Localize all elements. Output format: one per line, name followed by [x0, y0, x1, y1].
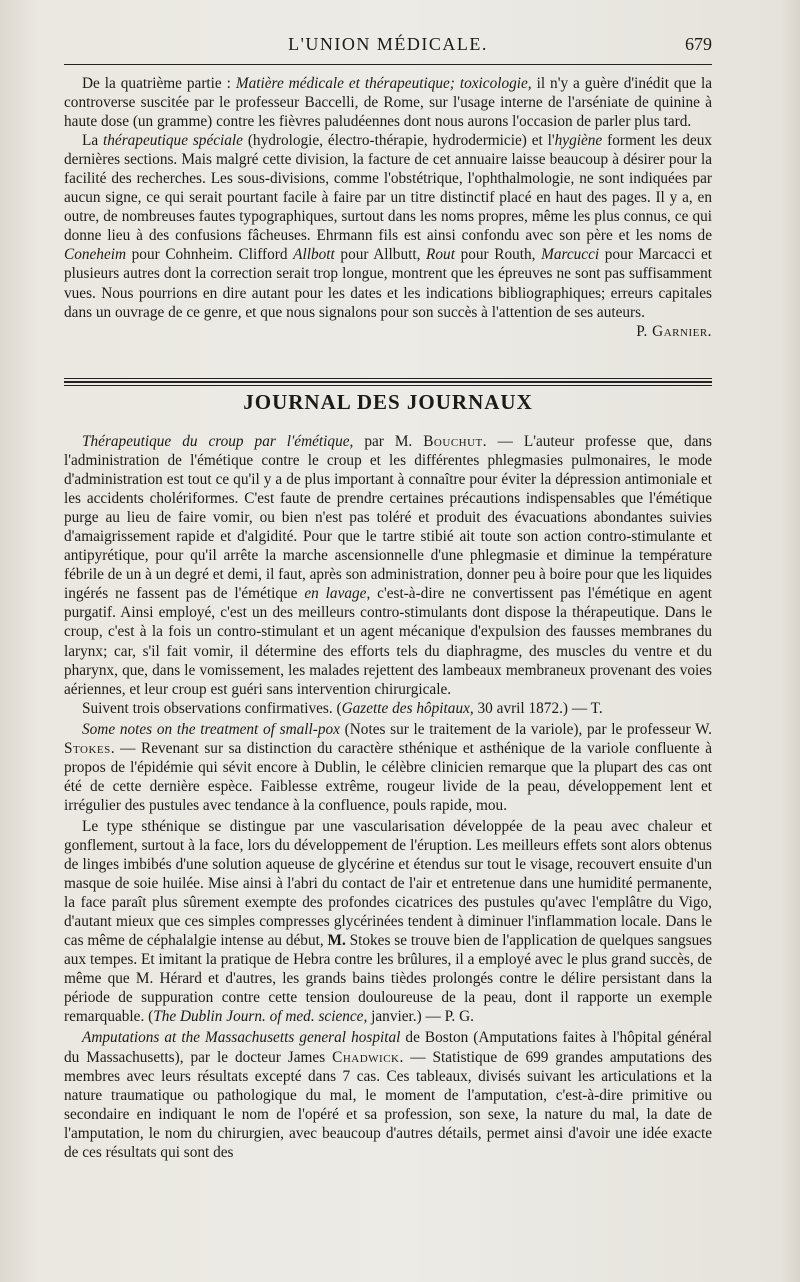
section-rule-thin-top	[64, 378, 712, 379]
article-small-pox: Some notes on the treatment of small-pox (Notes sur le traitement de la variole), par le professeur W. Stokes. — Revenant sur sa distinction du caractère sthénique et asthénique de la variole confluente à propos de l'épidémie qui sévit encore à Dublin, le célèbre clinicien remarque que la plupart des cas ont été de cette dernière espèce. Faiblesse extrême, rougeur livide de la peau, développement lent et irrégulier des pustules avec tendance à la confluence, pouls rapide, mou.	[64, 720, 713, 814]
review-text	[64, 74, 712, 341]
review-paragraph-1: De la quatrième partie : Matière médicale et thérapeutique; toxicologie, il n'y a guère d'inédit que la controverse suscitée par le professeur Baccelli, de Rome, sur l'usage interne de l'arséniate de quinine à haute dose (un gramme) contre les fièvres paludéennes dont nous aurons l'occasion de parler plus tard.	[64, 75, 712, 131]
page-header	[64, 32, 712, 62]
article-amputations: Amputations at the Massachusetts general hospital de Boston (Amputations faites à l'hôpital général du Massachusetts), par le docteur James Chadwick. — Statistique de 699 grandes amputations des membres avec leurs résultats excepté dans 7 cas. Ces tableaux, divisés suivant les articulations et la nature traumatique ou pathologique du mal, le moment de l'amputation, c'est-à-dire primitive ou secondaire en indiquant le nom de l'opéré et sa profession, son sexe, la nature du mal, la date de l'amputation, le nom du chirurgien, avec beaucoup d'autres détails, permet ainsi d'avoir une idée exacte de ces résultats qui sont des	[64, 1029, 712, 1161]
page-number: 679	[685, 34, 712, 54]
running-title: L'UNION MÉDICALE.	[288, 34, 488, 54]
review-signature: P. Garnier.	[636, 322, 712, 340]
journal-articles	[64, 432, 712, 1162]
article-croup-observations: Suivent trois observations confirmatives. (Gazette des hôpitaux, 30 avril 1872.) — T.	[82, 699, 603, 717]
article-small-pox-continued: Le type sthénique se distingue par une vascularisation développée de la peau avec chaleur et gonflement, surtout à la face, lors du développement de l'éruption. Les meilleurs effets sont alors obtenus de linges imbibés d'une solution aqueuse de glycérine et étendus sur tout le visage, recouvert ensuite d'un masque de soie huilée. Mise ainsi à l'abri du contact de l'air et entretenue dans une humidité permanente, la face paraît plus sûrement exempte des profondes cicatrices des pustules qu'avec l'emplâtre du Vigo, d'autant mieux que ces simples compresses glycérinées tendent à diminuer l'inflammation locale. Dans le cas même de céphalalgie intense au début, M. Stokes se trouve bien de l'application de quelques sangsues aux tempes. Et imitant la pratique de Hebra contre les brûlures, il a employé avec le plus grand succès, de même que M. Hérard et d'autres, les grands bains tièdes prolongés contre le délire persistant dans la période de suppuration contre cette tension douloureuse de la peau, dont il rapporte un exemple remarquable. (The Dublin Journ. of med. science, janvier.) — P. G.	[64, 817, 712, 1026]
article-croup: Thérapeutique du croup par l'émétique, par M. Bouchut. — L'auteur professe que, dans l'administration de l'émétique contre le croup et les différentes phlegmasies pulmonaires, le mode d'administration est tout ce qu'il y a de plus important à connaître pour éviter la dépression antimoniale et les accidents cholériformes. C'est faute de prendre certaines précautions indispensables que l'émétique purge au lieu de faire vomir, ou bien n'est pas toléré et produit des évacuations abondantes suivies d'amaigrissement rapide et d'algidité. Pour que le tartre stibié ait toute son action contro-stimulante et antipyrétique, pour qu'il arrête la marche ascensionnelle d'une phlegmasie et diminue la température fébrile de un à un degré et demi, il faut, après son administration, donner peu à boire pour que les liquides ingérés ne fassent pas de l'émétique en lavage, c'est-à-dire ne convertissent pas l'émétique en agent purgatif. Ainsi employé, c'est un des meilleurs contro-stimulants dont dispose la thérapeutique. Dans le croup, c'est à la fois un contro-stimulant et un agent mécanique d'expulsion des fausses membranes du larynx; car, s'il fait vomir, il détermine des efforts tels du diaphragme, des muscles du ventre et du pharynx, que, dans le vomissement, les malades rejettent des lambeaux membraneux provenant des voies aériennes, et leur croup est guéri sans intervention chirurgicale.	[64, 433, 713, 698]
section-rule-thin-bottom	[64, 385, 712, 386]
section-title: JOURNAL DES JOURNAUX	[243, 390, 533, 414]
review-paragraph-2: La thérapeutique spéciale (hydrologie, électro-thérapie, hydrodermicie) et l'hygiène forment les deux dernières sections. Mais malgré cette division, la facture de cet annuaire laisse beaucoup à désirer pour la facilité des recherches. Les sous-divisions, comme l'obstétrique, l'ophthalmologie, ne sont indiquées par aucun signe, ce qui serait pourtant facile à faire par un titre distinctif placé en haut des pages. Il y a, en outre, de nombreuses fautes typographiques, surtout dans les noms propres, même les plus connus, ce qui donne lieu à des confusions fâcheuses. Ehrmann fils est ainsi confondu avec son père et les noms de Coneheim pour Cohnheim. Clifford Allbott pour Allbutt, Rout pour Routh, Marcucci pour Marcacci et plusieurs autres dont la correction serait trop longue, montrent que les épreuves ne sont pas suffisamment vues. Nous pourrions en dire autant pour les dates et les indications bibliographiques; erreurs capitales dans un ouvrage de ce genre, et que nous signalons pour son succès à l'attention de ses auteurs. P. Garnier.	[64, 132, 712, 340]
section-rule-thick	[64, 381, 712, 383]
header-rule	[64, 64, 712, 65]
